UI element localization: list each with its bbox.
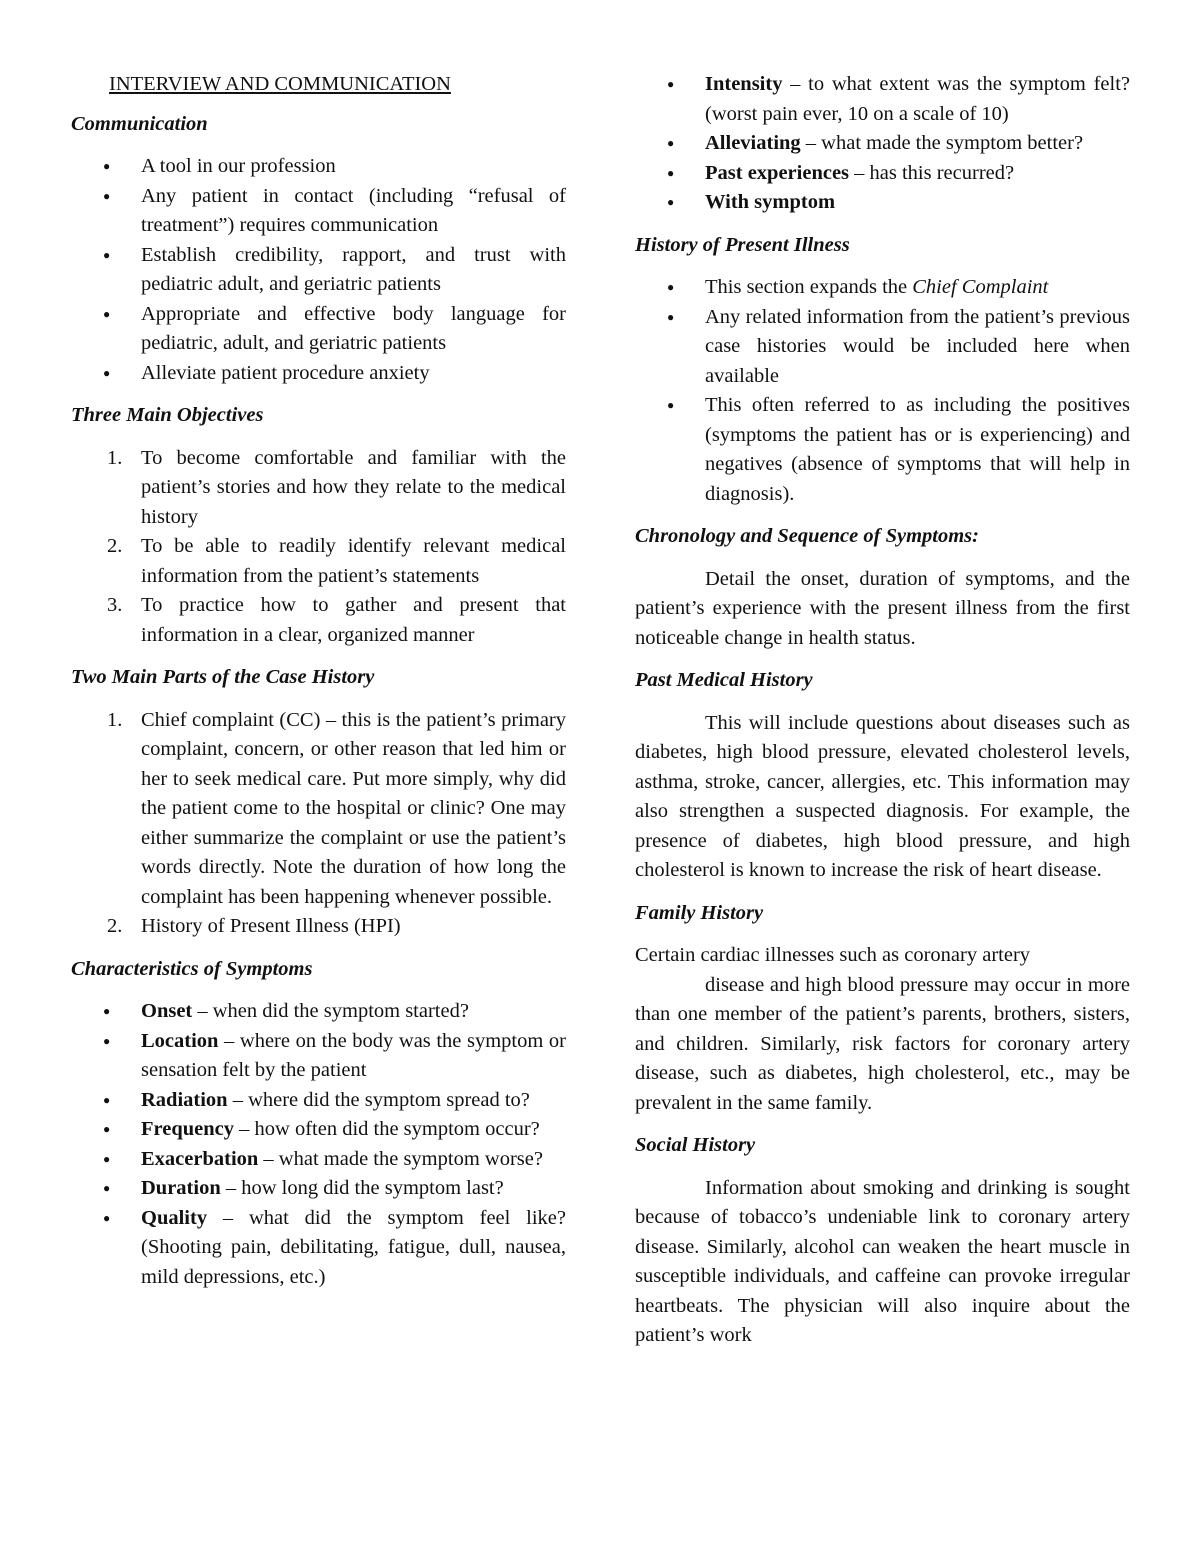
family-history-paragraph: disease and high blood pressure may occur in more than one member of the patient’s parents, brothers, sisters, and children. Similarly, risk factors for coronary artery disease, such as diabetes, high cholesterol, etc., may be prevalent in the same family. [635,973,1130,1114]
term: Duration [141,1177,221,1199]
term-description: – what made the symptom better? [800,132,1084,154]
chronology-paragraph: Detail the onset, duration of symptoms, and the patient’s experience with the present illness from the first noticeable change in health status. [635,567,1130,649]
right-column [635,70,1130,1364]
term-description: – what made the symptom worse? [258,1147,543,1170]
term-description: – to what extent was the symptom felt? (worst pain ever, 10 on a scale of 10) [705,73,1130,125]
term-description: – where on the body was the symptom or sensation felt by the patient [141,1029,566,1081]
list-item [71,1086,566,1116]
term-description: – how long did the symptom last? [220,1177,504,1199]
objectives-list [71,444,566,651]
term: Exacerbation [141,1147,259,1170]
list-item [635,188,1130,218]
document-title: INTERVIEW AND COMMUNICATION [109,73,451,95]
list-item [71,997,566,1027]
family-history-first-line: Certain cardiac illnesses such as coronary artery [635,944,1031,966]
family-history-heading: Family History [635,901,764,924]
objectives-heading: Three Main Objectives [71,404,264,426]
list-item [71,532,566,591]
communication-heading: Communication [71,112,208,135]
chronology-heading: Chronology and Sequence of Symptoms: [635,525,979,547]
term-description: – has this recurred? [849,161,1015,184]
list-item [71,706,566,913]
emphasis-text: Chief Complaint [912,276,1049,298]
list-text: This section expands the [705,276,913,298]
list-item [635,273,1130,303]
term-description: – when did the symptom started? [192,1000,469,1022]
case-history-parts-list [71,706,566,942]
list-item [71,912,566,942]
list-item: ● Any patient in contact (including “refusal of treatment”) requires communication [71,182,566,241]
term-description: – where did the symptom spread to? [227,1088,530,1111]
characteristics-list [71,997,566,1292]
hpi-heading: History of Present Illness [635,233,850,256]
list-item: ● Establish credibility, rapport, and trust with pediatric adult, and geriatric patients [71,241,566,300]
list-item: ● This often referred to as including the positives (symptoms the patient has or is experiencing) and negatives (absence of symptoms that will help in diagnosis). [635,391,1130,509]
list-text: History of Present Illness (HPI) [141,915,401,937]
left-column [71,70,566,1305]
list-item [71,1027,566,1086]
term: Quality [141,1206,208,1229]
list-text: Chief complaint (CC) – this is the patient’s primary complaint, concern, or other reason that led him or her to seek medical care. Put more simply, why did the patient come to the hospital or clinic? One may either summarize the complaint or use the patient’s words directly. Note the duration of how long the complaint has been happening whenever possible. [141,708,566,908]
list-number: 3. [107,594,123,616]
past-medical-history-heading: Past Medical History [635,669,813,691]
characteristics-heading: Characteristics of Symptoms [71,957,313,980]
term: Radiation [141,1088,228,1111]
list-item: ● A tool in our profession [71,152,566,182]
past-medical-history-paragraph: This will include questions about diseases such as diabetes, high blood pressure, elevated cholesterol levels, asthma, stroke, cancer, allergies, etc. This information may also strengthen a suspected diagnosis. For example, the presence of diabetes, high blood pressure, and high cholesterol is known to increase the risk of heart disease. [635,711,1130,881]
list-text: To be able to readily identify relevant medical information from the patient’s statements [141,535,566,587]
list-item [635,159,1130,189]
term: Frequency [141,1118,235,1140]
list-item [71,1204,566,1293]
list-item [71,1174,566,1204]
list-item [71,1145,566,1175]
term: Past experiences [705,161,850,184]
communication-list [71,152,566,388]
list-item [635,70,1130,129]
term-description: – how often did the symptom occur? [234,1118,540,1140]
list-item [71,591,566,650]
term: Alleviating [705,132,801,154]
list-item: ● Appropriate and effective body language for pediatric, adult, and geriatric patients [71,300,566,359]
list-item [71,444,566,533]
list-item [635,129,1130,159]
term: Location [141,1029,219,1052]
list-number: 1. [107,446,123,469]
term-description: – what did the symptom feel like? (Shooting pain, debilitating, fatigue, dull, nausea, mild depressions, etc.) [141,1206,566,1288]
case-history-parts-heading: Two Main Parts of the Case History [71,666,375,688]
social-history-paragraph: Information about smoking and drinking is sought because of tobacco’s undeniable link to coronary artery disease. Similarly, alcohol can weaken the heart muscle in susceptible individuals, and caffeine can provoke irregular heartbeats. The physician will also inquire about the patient’s work [635,1176,1130,1346]
list-number: 1. [107,708,123,731]
list-item: ● Alleviate patient procedure anxiety [71,359,566,389]
hpi-list [635,273,1130,509]
characteristics-list-continued [635,70,1130,218]
list-text: To become comfortable and familiar with the patient’s stories and how they relate to the medical history [141,446,566,528]
list-number: 2. [107,915,123,937]
term: With symptom [705,191,836,213]
list-number: 2. [107,535,123,557]
list-item [71,1115,566,1145]
term: Onset [141,1000,193,1022]
term: Intensity [705,73,783,95]
list-text: To practice how to gather and present that information in a clear, organized manner [141,594,566,646]
social-history-heading: Social History [635,1134,756,1156]
list-item: ● Any related information from the patient’s previous case histories would be included here when available [635,303,1130,392]
